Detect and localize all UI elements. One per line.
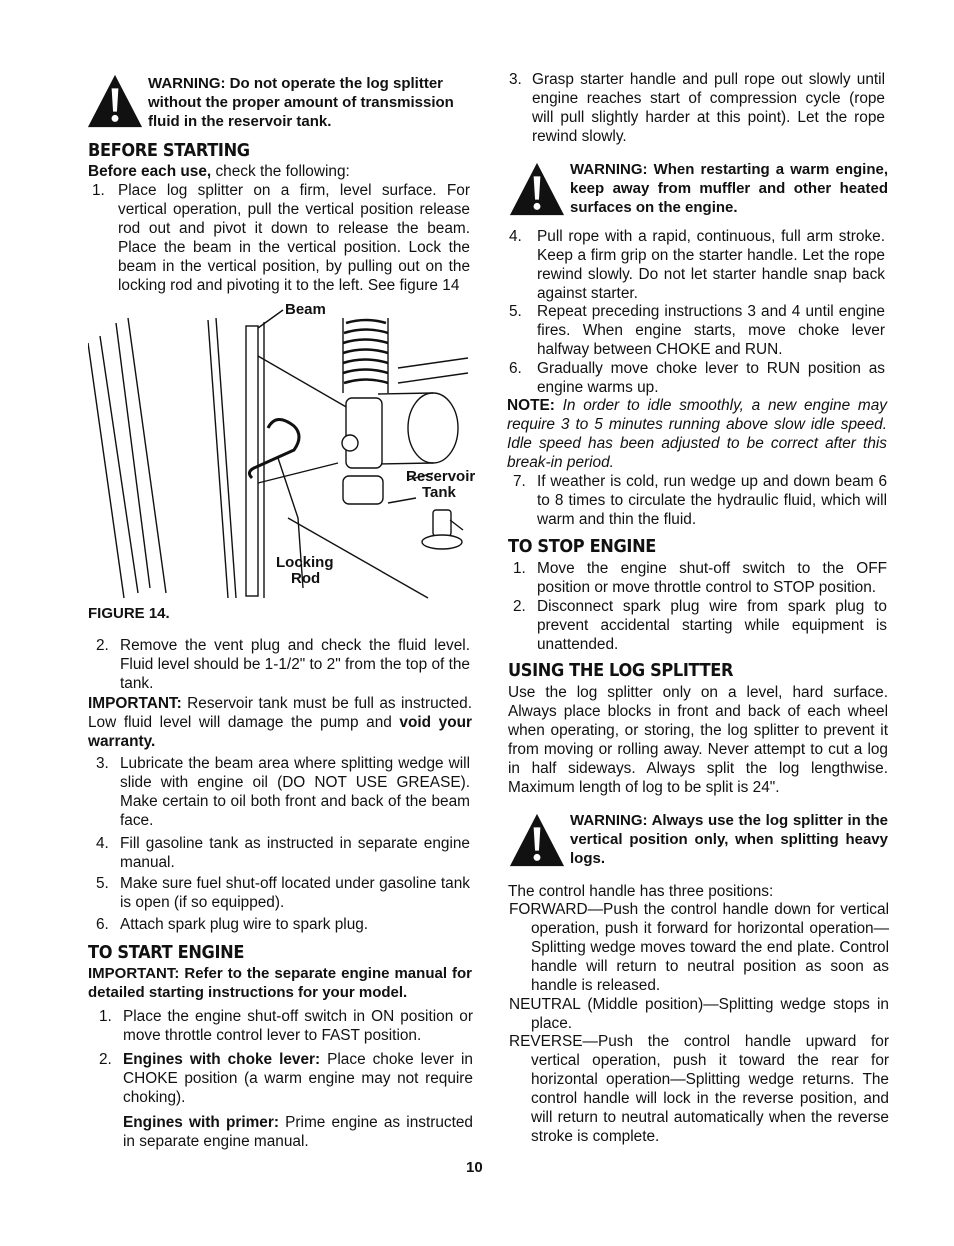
forward-description: FORWARD—Push the control handle down for vertical operation, push it forward for horizontal operation—Splitting wedge moves toward the end plate. Control handle will return to neutral position as soon as handle is released. — [509, 901, 889, 994]
reverse-description: REVERSE—Push the control handle upward for vertical operation, push it toward the rear for horizontal operation—Splitting wedge returns. The control handle will lock in the reverse position, and will return to neutral automatically when the reverse stroke is complete. — [509, 1033, 889, 1145]
primer-note: Engines with primer: Prime engine as instructed in separate engine manual. — [123, 1114, 473, 1150]
intro-text: Before each use, check the following: — [88, 163, 350, 180]
list-item: 5. Repeat preceding instructions 3 and 4 until engine fires. When engine starts, move choke lever halfway between CHOKE and RUN. — [509, 303, 885, 358]
list-item: 3. Grasp starter handle and pull rope out slowly until engine reaches start of compression cycle (rope will pull slightly harder at this point). Let the rope rewind slowly. — [509, 71, 885, 145]
section-heading-using-log-splitter: USING THE LOG SPLITTER — [508, 660, 734, 681]
section-heading-to-start-engine: TO START ENGINE — [88, 942, 245, 963]
positions-intro: The control handle has three positions: — [508, 883, 774, 900]
figure-label-beam: Beam — [285, 301, 326, 318]
figure-label-locking: Locking — [276, 554, 334, 571]
warning-text: WARNING: Always use the log splitter in the vertical position only, when splitting heavy logs. — [570, 812, 888, 867]
figure-label-rod: Rod — [291, 570, 321, 587]
list-item: 1. Place log splitter on a firm, level surface. For vertical operation, pull the vertical position release rod out and pivot it down to release the beam. Place the beam in the vertical position. Lock the beam in the vertical position, by pulling out on the locking rod and pivoting it to the left. See figure 14 — [92, 182, 470, 294]
figure-caption: FIGURE 14. — [88, 605, 170, 622]
list-item: 6. Gradually move choke lever to RUN position as engine warms up. — [509, 360, 885, 396]
using-paragraph: Use the log splitter only on a level, hard surface. Always place blocks in front and back of each wheel when operating, or storing, the log splitter to prevent it from moving or rolling away. Never attempt to cut a log in half sideways. Always split the log lengthwise. Maximum length of log to be split is 24". — [508, 684, 888, 796]
section-heading-to-stop-engine: TO STOP ENGINE — [508, 536, 657, 557]
list-item: 7. If weather is cold, run wedge up and down beam 6 to 8 times to circulate the hydraulic fluid, which will warm and thin the fluid. — [513, 473, 887, 528]
warning-text: WARNING: Do not operate the log splitter without the proper amount of transmission fluid in the reservoir tank. — [148, 75, 454, 130]
list-item: 5. Make sure fuel shut-off located under gasoline tank is open (if so equipped). — [96, 875, 470, 911]
important-note: IMPORTANT: Reservoir tank must be full as instructed. Low fluid level will damage the pump and void your warranty. — [88, 695, 472, 750]
page-number: 10 — [466, 1159, 483, 1176]
warning-icon — [508, 160, 566, 218]
note-text: NOTE: In order to idle smoothly, a new engine may require 3 to 5 minutes running above slow idle speed. Idle speed has been adjusted to be correct after this break-in period. — [507, 397, 887, 471]
list-item: 4. Pull rope with a rapid, continuous, full arm stroke. Keep a firm grip on the starter handle. Let the rope rewind slowly. Do not let starter handle snap back against starter. — [509, 228, 885, 302]
list-item: 1. Move the engine shut-off switch to the OFF position or move throttle control to STOP position. — [513, 560, 887, 596]
section-heading-before-starting: BEFORE STARTING — [88, 140, 250, 161]
warning-text: WARNING: When restarting a warm engine, keep away from muffler and other heated surfaces on the engine. — [570, 161, 888, 216]
list-item: 2. Engines with choke lever: Place choke lever in CHOKE position (a warm engine may not require choking). — [99, 1051, 473, 1106]
warning-block-muffler — [508, 160, 888, 218]
figure-label-tank: Tank — [422, 484, 456, 501]
list-item: 4. Fill gasoline tank as instructed in separate engine manual. — [96, 835, 470, 871]
list-item: 3. Lubricate the beam area where splitting wedge will slide with engine oil (DO NOT USE GREASE). Make certain to oil both front and back of the beam face. — [96, 755, 470, 829]
list-item: 2. Disconnect spark plug wire from spark plug to prevent accidental starting while equipment is unattended. — [513, 598, 887, 653]
important-note: IMPORTANT: Refer to the separate engine manual for detailed starting instructions for your model. — [88, 965, 472, 1001]
warning-block-vertical — [508, 811, 888, 869]
warning-icon — [86, 72, 144, 130]
list-item: 6. Attach spark plug wire to spark plug. — [96, 916, 369, 933]
figure-14-illustration — [88, 298, 478, 608]
list-item: 1. Place the engine shut-off switch in ON position or move throttle control lever to FAST position. — [99, 1008, 473, 1044]
list-item: 2. Remove the vent plug and check the fluid level. Fluid level should be 1-1/2" to 2" from the top of the tank. — [96, 637, 470, 692]
neutral-description: NEUTRAL (Middle position)—Splitting wedge stops in place. — [509, 996, 889, 1032]
warning-icon — [508, 811, 566, 869]
warning-block-reservoir — [86, 72, 472, 131]
figure-label-reservoir: Reservoir — [406, 468, 476, 485]
